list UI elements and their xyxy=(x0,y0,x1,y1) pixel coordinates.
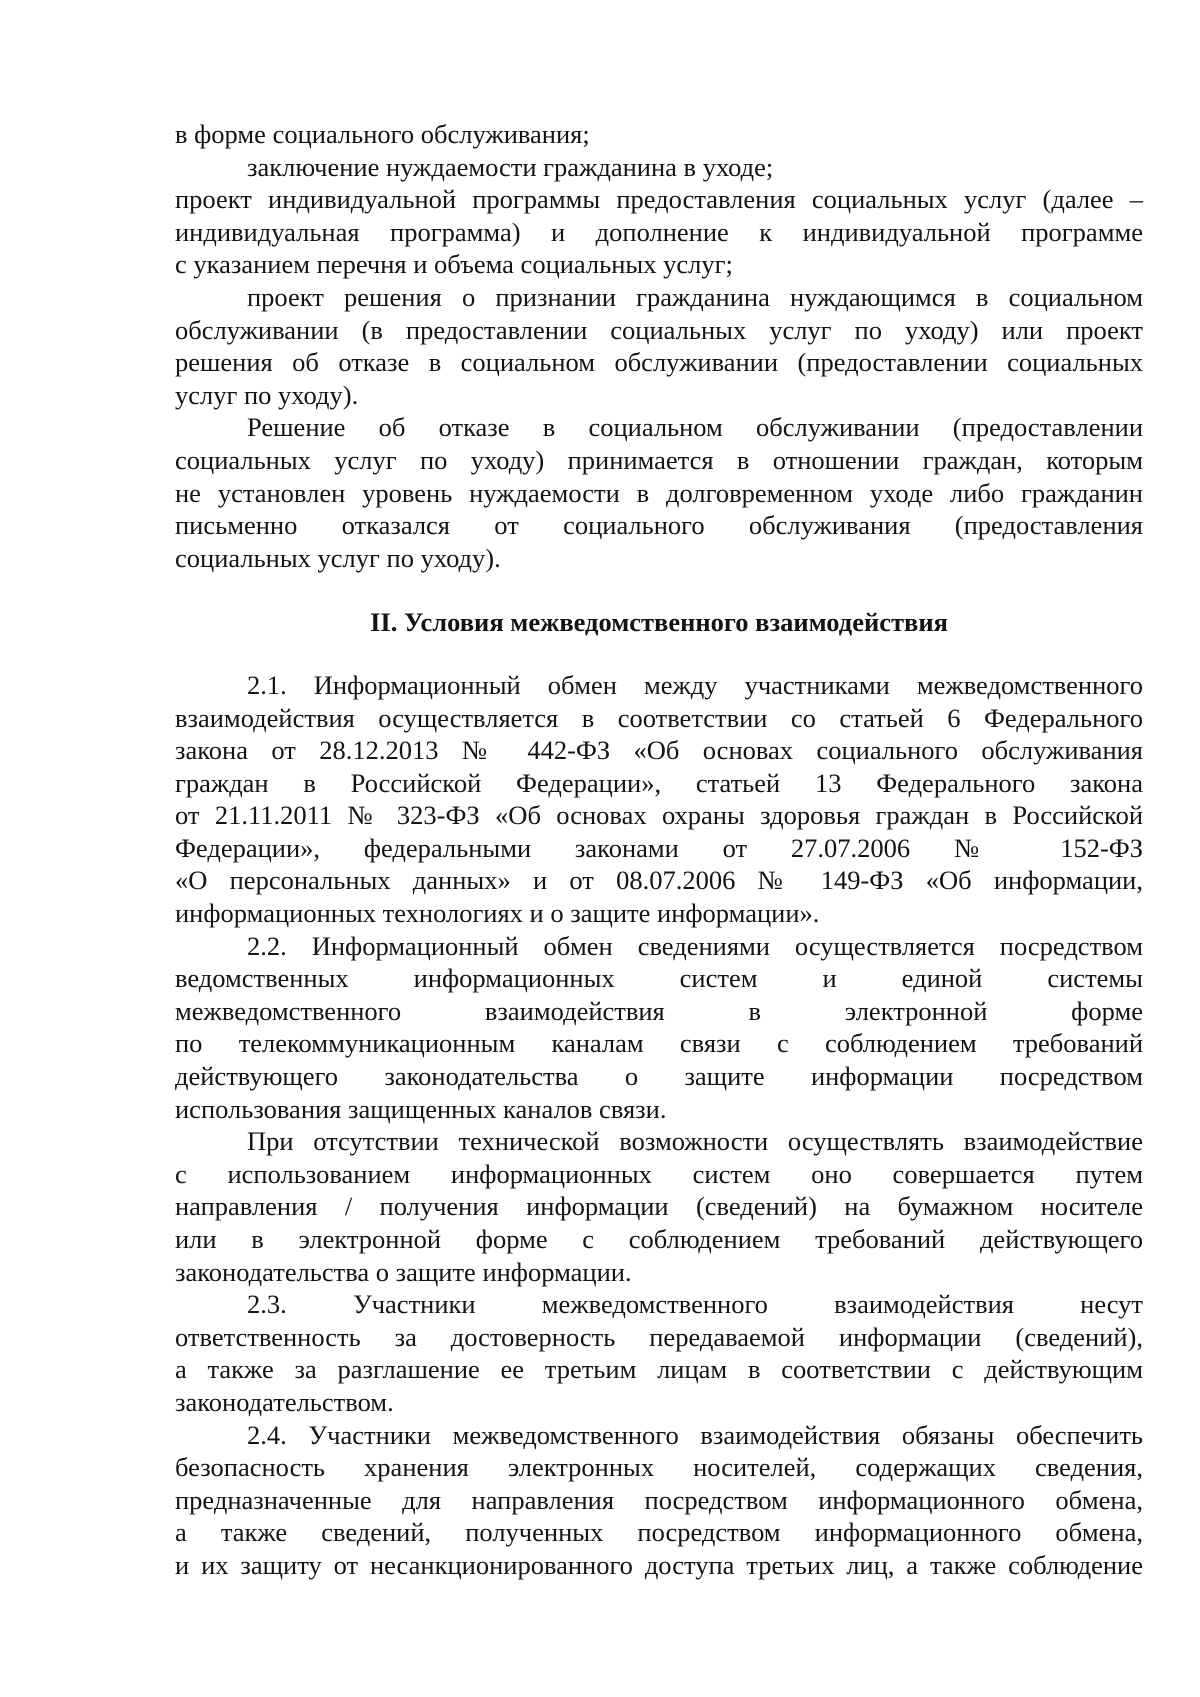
text-line: информационных технологиях и о защите информации». xyxy=(175,898,820,929)
text-line: социальных услуг по уходу). xyxy=(175,542,501,573)
text-line: а также за разглашение ее третьим лицам в соответствии с действующим xyxy=(175,1354,1143,1385)
text-line: 2.2. Информационный обмен сведениями осуществляется посредством xyxy=(247,930,1143,961)
text-line: от 21.11.2011 № 323-ФЗ «Об основах охраны здоровья граждан в Российской xyxy=(175,800,1143,831)
paragraph xyxy=(175,1419,1143,1582)
text-line: «О персональных данных» и от 08.07.2006 № 149-ФЗ «Об информации, xyxy=(175,865,1143,896)
text-line: Решение об отказе в социальном обслуживании (предоставлении xyxy=(247,412,1143,443)
paragraph xyxy=(175,118,1143,151)
paragraph xyxy=(175,669,1143,930)
text-line: заключение нуждаемости гражданина в уходе; xyxy=(247,151,774,182)
paragraph xyxy=(175,1125,1143,1288)
text-line: решения об отказе в социальном обслуживании (предоставлении социальных xyxy=(175,347,1143,378)
text-line: проект решения о признании гражданина нуждающимся в социальном xyxy=(247,281,1143,312)
text-line: в форме социального обслуживания; xyxy=(175,119,590,149)
text-line: проект индивидуальной программы предоставления социальных услуг (далее – xyxy=(175,184,1143,215)
text-line: не установлен уровень нуждаемости в долговременном уходе либо гражданин xyxy=(175,477,1143,508)
paragraph xyxy=(175,281,1143,411)
text-line: обслуживании (в предоставлении социальных услуг по уходу) или проект xyxy=(175,314,1143,345)
text-line: закона от 28.12.2013 № 442-ФЗ «Об основах социального обслуживания xyxy=(175,735,1143,766)
text-line: с указанием перечня и объема социальных услуг; xyxy=(175,249,733,280)
text-line: или в электронной форме с соблюдением требований действующего xyxy=(175,1224,1143,1254)
text-line: 2.1. Информационный обмен между участниками межведомственного xyxy=(247,669,1143,700)
paragraph xyxy=(175,411,1143,574)
text-line: безопасность хранения электронных носителей, содержащих сведения, xyxy=(175,1452,1143,1483)
text-line: социальных услуг по уходу) принимается в отношении граждан, которым xyxy=(175,444,1143,475)
text-line: 2.3. Участники межведомственного взаимодействия несут xyxy=(247,1289,1143,1320)
text-line: по телекоммуникационным каналам связи с соблюдением требований xyxy=(175,1028,1143,1059)
text-line: При отсутствии технической возможности осуществлять взаимодействие xyxy=(247,1126,1143,1157)
text-line: Федерации», федеральными законами от 27.07.2006 № 152-ФЗ xyxy=(175,832,1143,863)
text-line: индивидуальная программа) и дополнение к индивидуальной программе xyxy=(175,216,1143,247)
paragraph xyxy=(175,151,1143,184)
paragraph xyxy=(175,183,1143,281)
text-line: законодательством. xyxy=(175,1386,394,1417)
document-body xyxy=(175,118,1143,1582)
text-line: с использованием информационных систем оно совершается путем xyxy=(175,1158,1143,1189)
text-line: а также сведений, полученных посредством информационного обмена, xyxy=(175,1517,1143,1548)
text-line: ответственность за достоверность передаваемой информации (сведений), xyxy=(175,1321,1143,1352)
text-line: услуг по уходу). xyxy=(175,379,359,410)
text-line: использования защищенных каналов связи. xyxy=(175,1093,667,1124)
text-line: 2.4. Участники межведомственного взаимодействия обязаны обеспечить xyxy=(247,1419,1143,1450)
text-line: взаимодействия осуществляется в соответствии со статьей 6 Федерального xyxy=(175,702,1143,733)
text-line: законодательства о защите информации. xyxy=(175,1256,632,1287)
text-line: ведомственных информационных систем и единой системы xyxy=(175,963,1143,994)
section-heading: II. Условия межведомственного взаимодействия xyxy=(370,607,948,638)
text-line: предназначенные для направления посредством информационного обмена, xyxy=(175,1484,1143,1515)
paragraph xyxy=(175,1288,1143,1418)
text-line: письменно отказался от социального обслуживания (предоставления xyxy=(175,510,1143,541)
text-line: межведомственного взаимодействия в электронной форме xyxy=(175,995,1143,1026)
text-line: действующего законодательства о защите информации посредством xyxy=(175,1061,1143,1092)
paragraph xyxy=(175,930,1143,1126)
text-line: и их защиту от несанкционированного доступа третьих лиц, а также соблюдение xyxy=(175,1549,1143,1580)
text-line: направления / получения информации (сведений) на бумажном носителе xyxy=(175,1191,1143,1222)
text-line: граждан в Российской Федерации», статьей 13 Федерального закона xyxy=(175,767,1143,798)
